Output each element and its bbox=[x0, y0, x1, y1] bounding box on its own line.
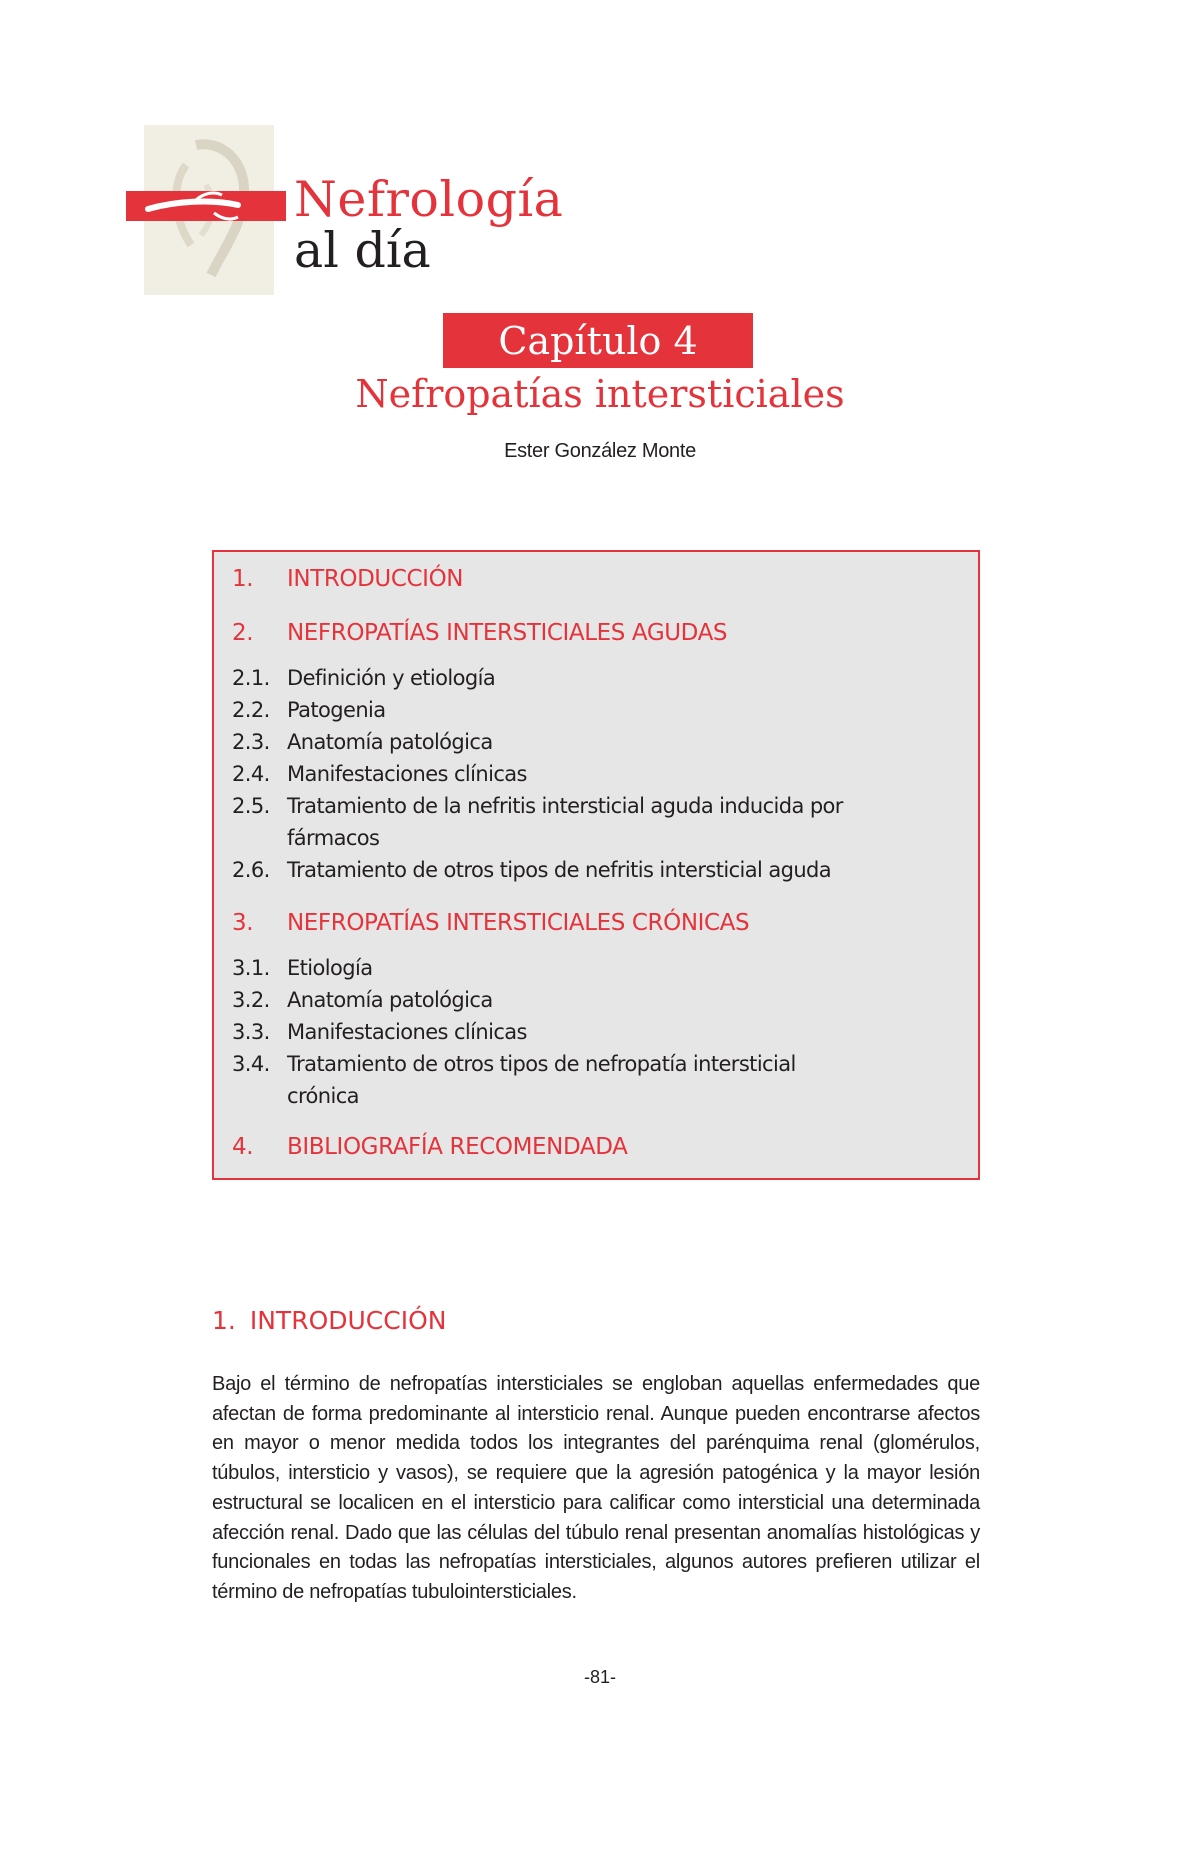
toc-item bbox=[232, 910, 968, 936]
toc-number: 4. bbox=[232, 1134, 254, 1160]
toc-item bbox=[232, 790, 868, 854]
toc-item bbox=[232, 758, 968, 790]
journal-logo bbox=[126, 125, 564, 295]
toc-number: 3. bbox=[232, 910, 254, 936]
toc-text: Manifestaciones clínicas bbox=[287, 762, 527, 786]
toc-item bbox=[232, 726, 968, 758]
toc-number: 2.1. bbox=[232, 666, 270, 690]
section-number: 1. bbox=[212, 1306, 236, 1335]
toc-item bbox=[232, 1134, 968, 1160]
toc-text: Manifestaciones clínicas bbox=[287, 1020, 527, 1044]
toc-number: 2.4. bbox=[232, 762, 270, 786]
toc-text: Anatomía patológica bbox=[287, 730, 493, 754]
page-number: -81- bbox=[583, 1667, 616, 1687]
toc-text: NEFROPATÍAS INTERSTICIALES AGUDAS bbox=[287, 620, 728, 646]
logo-line-1: Nefrología bbox=[294, 171, 564, 228]
body-paragraph: Bajo el término de nefropatías intersticiales se engloban aquellas enfermedades que afectan de forma predominante al intersticio renal. Aunque pueden encontrarse afectos en mayor o menor medida todos los integrantes del parénquima renal (glomérulos, túbulos, intersticio y vasos), se requiere que la agresión patogénica y la mayor lesión estructural se localicen en el intersticio para calificar como intersticial una determinada afección renal. Dado que las células del túbulo renal presentan anomalías histológicas y funcionales en todas las nefropatías intersticiales, algunos autores prefieren utilizar el término de nefropatías tubulointersticiales. bbox=[212, 1373, 980, 1603]
toc-number: 3.3. bbox=[232, 1020, 270, 1044]
toc-item bbox=[232, 1048, 868, 1112]
chapter-author: Ester González Monte bbox=[504, 440, 696, 462]
toc-number: 2.6. bbox=[232, 858, 270, 882]
chapter-title: Nefropatías intersticiales bbox=[355, 372, 845, 416]
toc-number: 3.1. bbox=[232, 956, 270, 980]
toc-item bbox=[232, 854, 968, 886]
logo-wordmark bbox=[294, 171, 564, 279]
toc-number: 2.2. bbox=[232, 698, 270, 722]
toc-text: NEFROPATÍAS INTERSTICIALES CRÓNICAS bbox=[287, 910, 750, 936]
toc-text: Tratamiento de otros tipos de nefropatía intersticial crónica bbox=[287, 1052, 796, 1108]
toc-item bbox=[232, 984, 968, 1016]
toc-text: Anatomía patológica bbox=[287, 988, 493, 1012]
toc-text: Etiología bbox=[287, 956, 373, 980]
toc-number: 2.3. bbox=[232, 730, 270, 754]
toc-number: 2.5. bbox=[232, 794, 270, 818]
toc-text: INTRODUCCIÓN bbox=[287, 566, 464, 592]
toc-item bbox=[232, 952, 968, 984]
toc-item bbox=[232, 620, 968, 646]
toc-item bbox=[232, 1016, 968, 1048]
toc-text: Tratamiento de la nefritis intersticial aguda inducida por fármacos bbox=[287, 794, 843, 850]
toc-number: 3.4. bbox=[232, 1052, 270, 1076]
toc-item bbox=[232, 566, 968, 592]
section-heading bbox=[212, 1306, 446, 1335]
chapter-label: Capítulo 4 bbox=[443, 313, 753, 368]
toc-item bbox=[232, 662, 968, 694]
toc-text: Tratamiento de otros tipos de nefritis intersticial aguda bbox=[287, 858, 832, 882]
logo-line-2: al día bbox=[294, 222, 431, 279]
kidney-watermark-icon bbox=[126, 125, 286, 295]
toc-item bbox=[232, 694, 968, 726]
table-of-contents bbox=[212, 550, 980, 1180]
toc-text: Patogenia bbox=[287, 698, 386, 722]
toc-text: Definición y etiología bbox=[287, 666, 496, 690]
section-title: INTRODUCCIÓN bbox=[249, 1306, 447, 1335]
toc-number: 1. bbox=[232, 566, 254, 592]
toc-number: 2. bbox=[232, 620, 254, 646]
toc-number: 3.2. bbox=[232, 988, 270, 1012]
toc-text: BIBLIOGRAFÍA RECOMENDADA bbox=[287, 1134, 628, 1160]
